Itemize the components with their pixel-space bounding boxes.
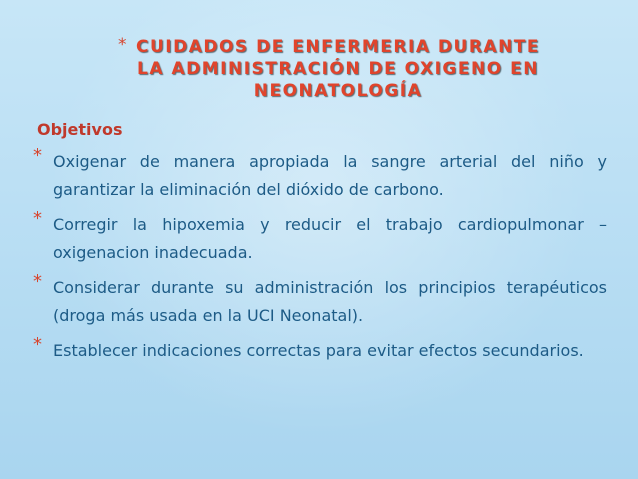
title-line-3: NEONATOLOGÍA [253, 81, 423, 101]
bullet-star: * [33, 271, 42, 292]
list-item [33, 208, 607, 267]
list-item [33, 271, 607, 330]
bullet-star: * [33, 334, 42, 355]
list-item-text: Considerar durante su administración los principios terapéuticos (droga más usada en la UCI Neonatal). [53, 278, 607, 325]
list-item-text: Establecer indicaciones correctas para evitar efectos secundarios. [53, 341, 584, 360]
list-item [33, 145, 607, 204]
bullet-star: * [33, 208, 42, 229]
objectives-list [33, 145, 607, 372]
list-item [33, 334, 607, 365]
slide-title [118, 36, 558, 102]
title-line-2: LA ADMINISTRACIÓN DE OXIGENO EN [137, 59, 539, 79]
title-bullet: * [118, 35, 128, 55]
list-item-text: Corregir la hipoxemia y reducir el trabajo cardiopulmonar –oxigenacion inadecuada. [53, 215, 607, 262]
list-item-text: Oxigenar de manera apropiada la sangre arterial del niño y garantizar la eliminación del dióxido de carbono. [53, 152, 607, 199]
objectives-heading: Objetivos [37, 120, 123, 139]
title-line-1-text: CUIDADOS DE ENFERMERIA DURANTE [135, 37, 541, 57]
bullet-star: * [33, 145, 42, 166]
title-line-1 [118, 36, 558, 58]
